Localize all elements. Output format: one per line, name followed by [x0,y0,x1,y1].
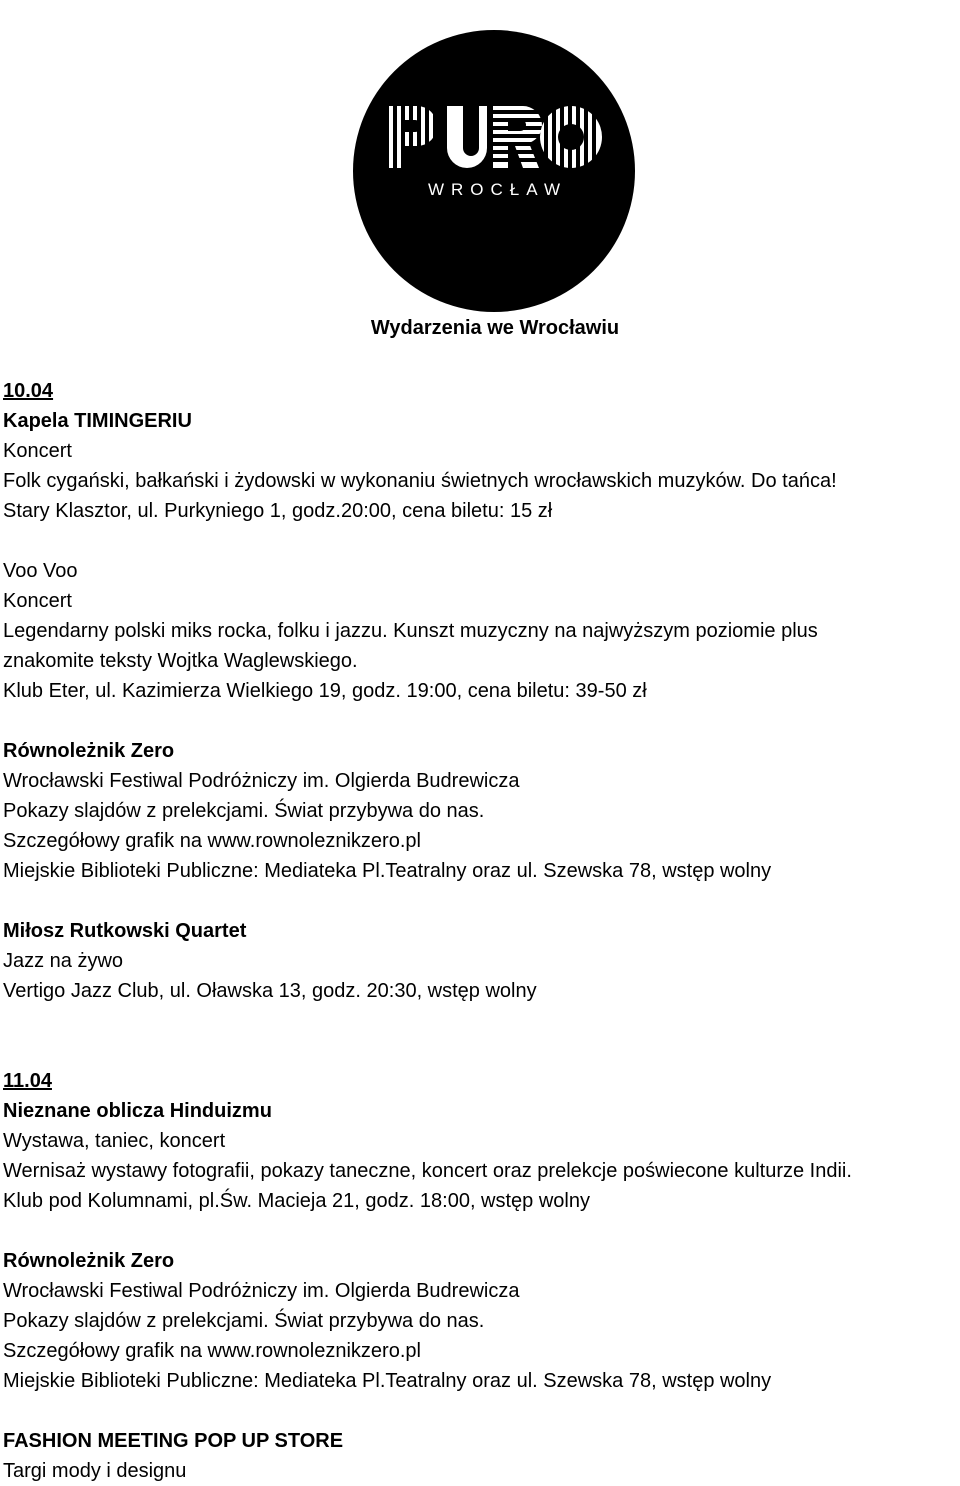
event-venue: Klub Eter, ul. Kazimierza Wielkiego 19, godz. 19:00, cena biletu: 39-50 zł [3,680,647,702]
event-schedule-link: Szczegółowy grafik na www.rownoleznikzero.pl [3,1340,421,1362]
event-venue: Klub pod Kolumnami, pl.Św. Macieja 21, godz. 18:00, wstęp wolny [3,1190,590,1212]
event-type: Wystawa, taniec, koncert [3,1130,226,1152]
day-date: 10.04 [3,380,54,402]
event-schedule-link: Szczegółowy grafik na www.rownoleznikzero.pl [3,830,421,852]
event-venue: Miejskie Biblioteki Publiczne: Mediateka Pl.Teatralny oraz ul. Szewska 78, wstęp wolny [3,1370,772,1392]
event-description: Pokazy slajdów z prelekcjami. Świat przybywa do nas. [3,800,485,822]
puro-wroclaw-logo [353,30,635,312]
page-title: Wydarzenia we Wrocławiu [370,317,620,339]
event-description: Legendarny polski miks rocka, folku i jazzu. Kunszt muzyczny na najwyższym poziomie plus [3,620,818,642]
event-description: znakomite teksty Wojtka Waglewskiego. [3,650,358,672]
logo-city-text: WROCŁAW [427,180,568,199]
event-name: Kapela TIMINGERIU [3,410,192,432]
event-name: Voo Voo [3,560,78,582]
event-name: Równoleżnik Zero [3,740,175,762]
event-name: Nieznane oblicza Hinduizmu [3,1100,272,1122]
event-type: Koncert [3,440,72,462]
event-name: Miłosz Rutkowski Quartet [3,920,247,942]
event-venue: Stary Klasztor, ul. Purkyniego 1, godz.20:00, cena biletu: 15 zł [3,500,553,522]
event-venue: Miejskie Biblioteki Publiczne: Mediateka Pl.Teatralny oraz ul. Szewska 78, wstęp wolny [3,860,772,882]
event-description: Wernisaż wystawy fotografii, pokazy taneczne, koncert oraz prelekcje poświecone kulturze Indii. [3,1160,852,1182]
event-description: Folk cygański, bałkański i żydowski w wykonaniu świetnych wrocławskich muzyków. Do tańca! [3,470,837,492]
event-name: FASHION MEETING POP UP STORE [3,1430,344,1452]
event-type: Targi mody i designu [3,1460,187,1482]
day-date: 11.04 [3,1070,52,1092]
event-name: Równoleżnik Zero [3,1250,175,1272]
event-venue: Vertigo Jazz Club, ul. Oławska 13, godz. 20:30, wstęp wolny [3,980,537,1002]
event-type: Wrocławski Festiwal Podróżniczy im. Olgierda Budrewicza [3,770,520,792]
event-type: Jazz na żywo [3,950,124,972]
puro-wordmark-graphic [353,30,635,312]
event-type: Wrocławski Festiwal Podróżniczy im. Olgierda Budrewicza [3,1280,520,1302]
event-type: Koncert [3,590,72,612]
event-description: Pokazy slajdów z prelekcjami. Świat przybywa do nas. [3,1310,485,1332]
events-list [3,376,960,1486]
